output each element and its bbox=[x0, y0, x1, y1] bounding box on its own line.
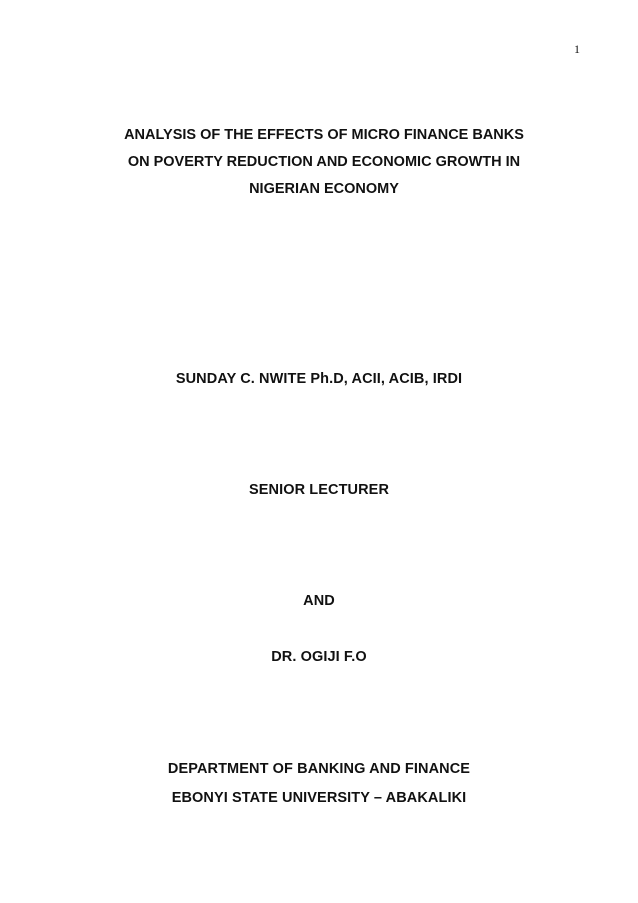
university-name: EBONYI STATE UNIVERSITY – ABAKALIKI bbox=[171, 790, 467, 806]
department-name: DEPARTMENT OF BANKING AND FINANCE bbox=[167, 761, 471, 777]
paper-title bbox=[64, 122, 584, 203]
author-name: SUNDAY C. NWITE Ph.D, ACII, ACIB, IRDI bbox=[175, 371, 463, 387]
title-line-1: ANALYSIS OF THE EFFECTS OF MICRO FINANCE BANKS bbox=[124, 127, 524, 143]
title-line-2: ON POVERTY REDUCTION AND ECONOMIC GROWTH IN bbox=[127, 154, 521, 170]
coauthor-name: DR. OGIJI F.O bbox=[271, 649, 367, 665]
author-position: SENIOR LECTURER bbox=[248, 482, 390, 498]
title-line-3: NIGERIAN ECONOMY bbox=[249, 181, 399, 197]
page-number: 1 bbox=[574, 42, 580, 56]
conjunction-and: AND bbox=[303, 593, 335, 609]
